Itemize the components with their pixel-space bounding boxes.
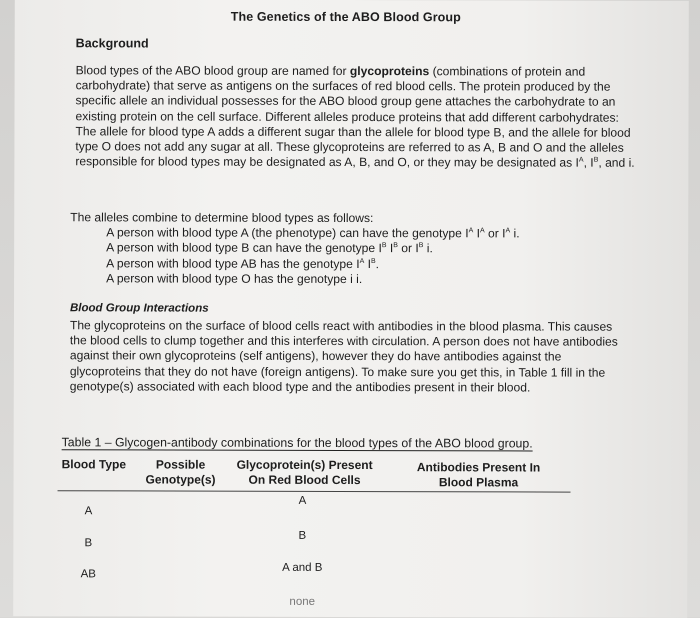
header-glycoproteins: Glycoprotein(s) Present On Red Blood Cells xyxy=(230,458,380,488)
row-ab-blood-type: AB xyxy=(68,568,108,580)
row-b-blood-type: B xyxy=(68,537,108,549)
document-page xyxy=(13,0,689,618)
page-title: The Genetics of the ABO Blood Group xyxy=(231,10,461,25)
row-ab-glycoprotein: A and B xyxy=(239,562,365,574)
alleles-paragraph xyxy=(70,210,630,287)
allele-line-ab: A person with blood type AB has the genotype $I^A$ $I^B$. xyxy=(70,256,630,273)
interactions-paragraph: The glycoproteins on the surface of blood cells react with antibodies in the blood plasma. This causes the blood cells to clump together and this interferes with circulation. A person does not have antibodies against their own glycoproteins (self antigens), however they do have antibodies against the glycoproteins that they do not have (foreign antigens). To make sure you get this, in Table 1 fill in the genotype(s) associated with each blood type and the antibodies present in their blood. xyxy=(70,318,630,395)
background-heading: Background xyxy=(76,36,149,50)
header-antibodies: Antibodies Present In Blood Plasma xyxy=(414,460,544,490)
interactions-heading: Blood Group Interactions xyxy=(70,302,209,314)
alleles-intro: The alleles combine to determine blood types as follows: xyxy=(70,210,630,227)
row-o-glycoprotein: none xyxy=(239,596,365,608)
header-possible-genotypes: Possible Genotype(s) xyxy=(138,457,224,487)
table-header-rule xyxy=(58,490,571,492)
allele-line-a: A person with blood type A (the phenotype) can have the genotype $I^A$ $I^A$ or $I^A$ i. xyxy=(70,225,630,242)
row-a-glycoprotein: A xyxy=(239,495,365,507)
allele-line-o: A person with blood type O has the genotype i i. xyxy=(70,271,630,288)
table-caption: Table 1 – Glycogen-antibody combinations for the blood types of the ABO blood group. xyxy=(62,435,533,451)
row-b-glycoprotein: B xyxy=(239,530,365,542)
row-a-blood-type: A xyxy=(68,505,108,517)
allele-line-b: A person with blood type B can have the genotype $I^B$ $I^B$ or $I^B$ i. xyxy=(70,241,630,258)
header-blood-type: Blood Type xyxy=(62,457,134,472)
background-paragraph: Blood types of the ABO blood group are named for glycoproteins (combinations of protein and carbohydrate) that serve as antigens on the surfaces of red blood cells. The protein produced by the specific allele an individual possesses for the ABO blood group gene attaches the carbohydrate to an existing protein on the cell surface. Different alleles produce proteins that add different carbohydrates: The allele for blood type A adds a different sugar than the allele for blood type B, and the allele for blood type O does not add any sugar at all. These glycoproteins are referred to as A, B and O and the alleles responsible for blood types may be designated as A, B, and O, or they may be designated as $I^A$, $I^B$, and i. xyxy=(75,63,635,171)
